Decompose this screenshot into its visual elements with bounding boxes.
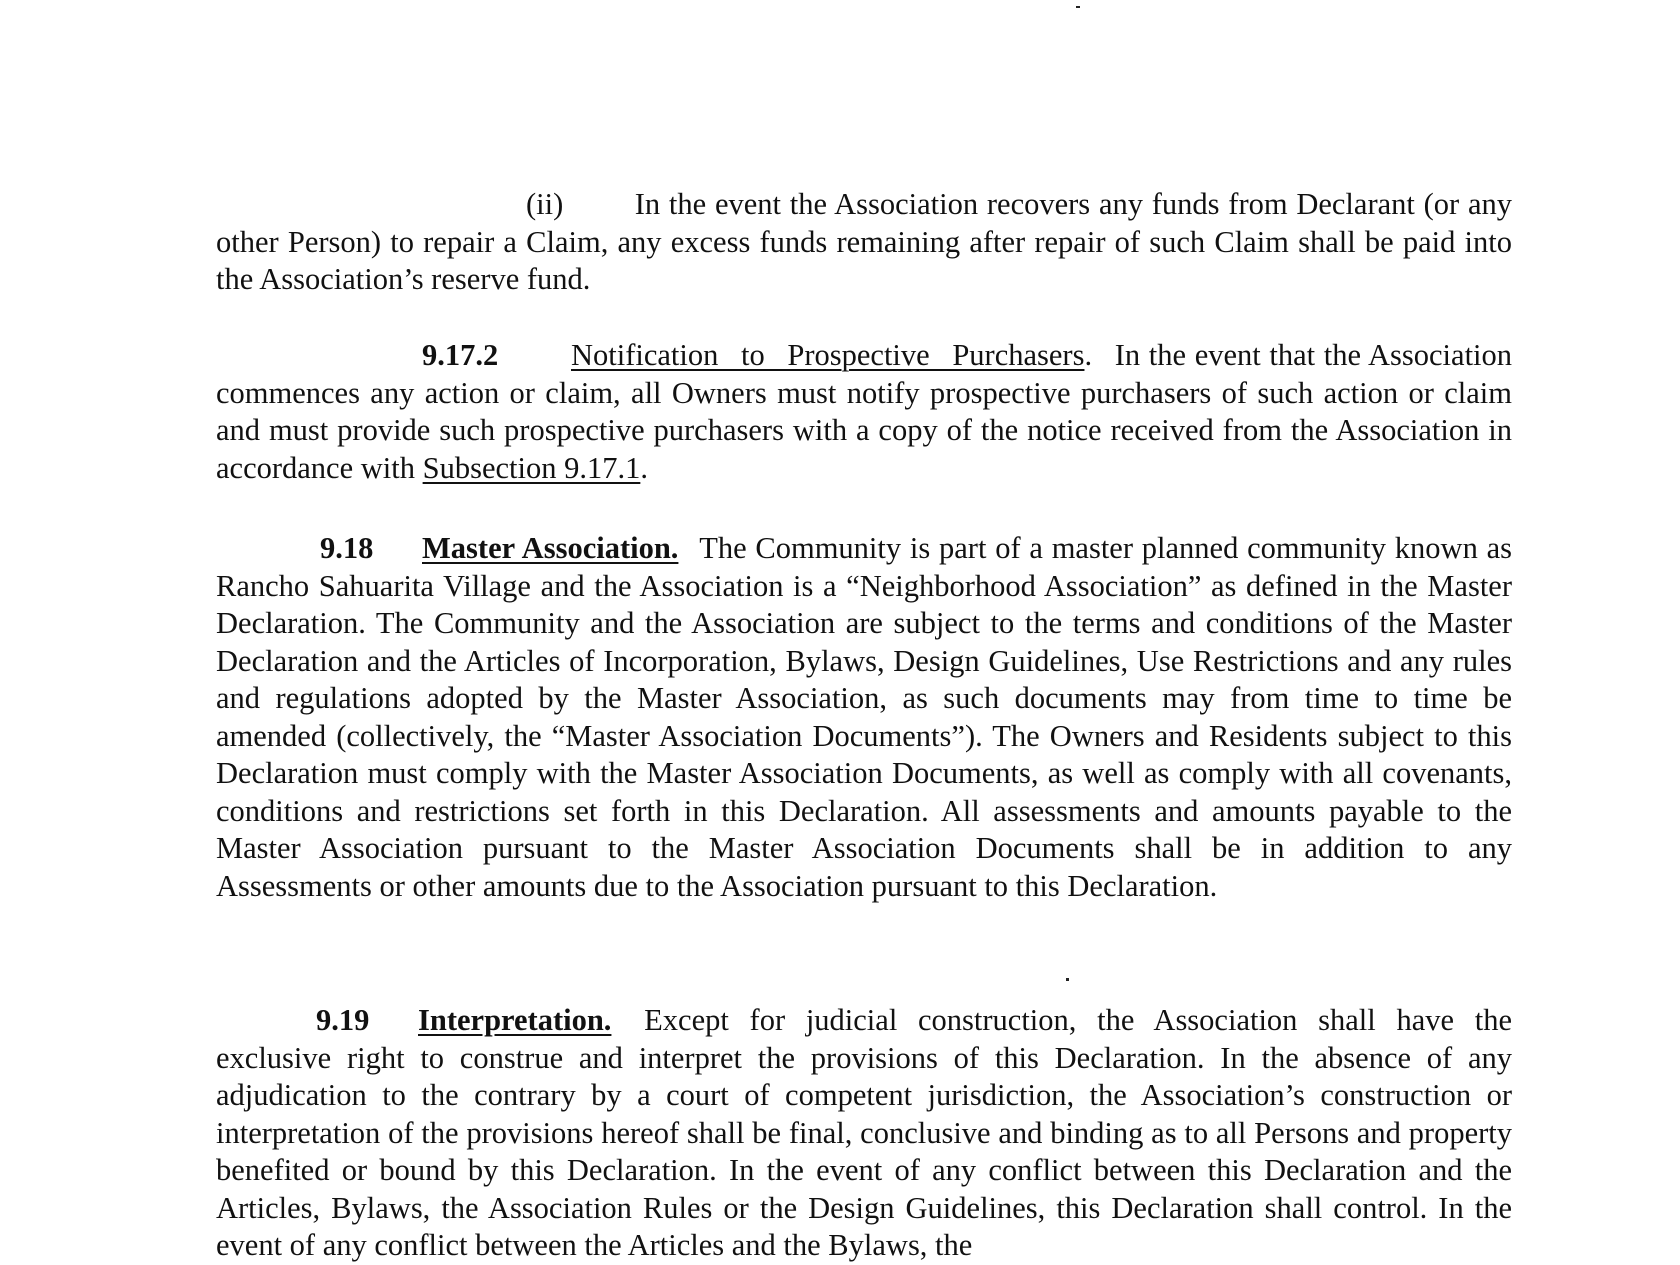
- section-heading: Interpretation.: [418, 1003, 612, 1037]
- section-9-17-2: [216, 337, 1512, 487]
- section-9-18: [216, 530, 1512, 905]
- reference-period: .: [640, 450, 648, 485]
- section-number: 9.19: [316, 1003, 370, 1037]
- section-number: 9.18: [320, 531, 374, 565]
- section-heading: Notification to Prospective Purchasers: [571, 338, 1085, 372]
- heading-period: .: [1084, 338, 1093, 372]
- subsection-reference: Subsection 9.17.1: [422, 450, 641, 485]
- clause-text: In the event the Association recovers any funds from Declarant (or any other Person) to repair a Claim, any excess funds remaining after repair of such Claim shall be paid into the Association’s reserve fund.: [216, 187, 1512, 296]
- scan-speck: [1066, 978, 1069, 981]
- section-text: Except for judicial construction, the Association shall have the exclusive right to construe and interpret the provisions of this Declaration. In the absence of any adjudication to the contrary by a court of competent jurisdiction, the Association’s construction or interpretation of the provisions hereof shall be final, conclusive and binding as to all Persons and property benefited or bound by this Declaration. In the event of any conflict between this Declaration and the Articles, Bylaws, the Association Rules or the Design Guidelines, this Declaration shall control. In the event of any conflict between the Articles and the Bylaws, the: [216, 1003, 1513, 1262]
- section-text: In the event that the Association commences any action or claim, all Owners must notify prospective purchasers of such action or claim and must provide such prospective purchasers with a copy of the notice received from the Association in accordance with: [216, 338, 1513, 485]
- section-9-19: [216, 1002, 1512, 1265]
- scan-speck: [1076, 6, 1080, 8]
- section-number: 9.17.2: [422, 338, 499, 372]
- section-text: The Community is part of a master planned community known as Rancho Sahuarita Village and the Association is a “Neighborhood Association” as defined in the Master Declaration. The Community and the Association are subject to the terms and conditions of the Master Declaration and the Articles of Incorporation, Bylaws, Design Guidelines, Use Restrictions and any rules and regulations adopted by the Master Association, as such documents may from time to time be amended (collectively, the “Master Association Documents”). The Owners and Residents subject to this Declaration must comply with the Master Association Documents, as well as comply with all covenants, conditions and restrictions set forth in this Declaration. All assessments and amounts payable to the Master Association pursuant to the Master Association Documents shall be in addition to any Assessments or other amounts due to the Association pursuant to this Declaration.: [216, 531, 1512, 903]
- section-heading: Master Association.: [422, 531, 679, 565]
- clause-marker: (ii): [526, 187, 564, 221]
- paragraph-ii: [216, 186, 1512, 299]
